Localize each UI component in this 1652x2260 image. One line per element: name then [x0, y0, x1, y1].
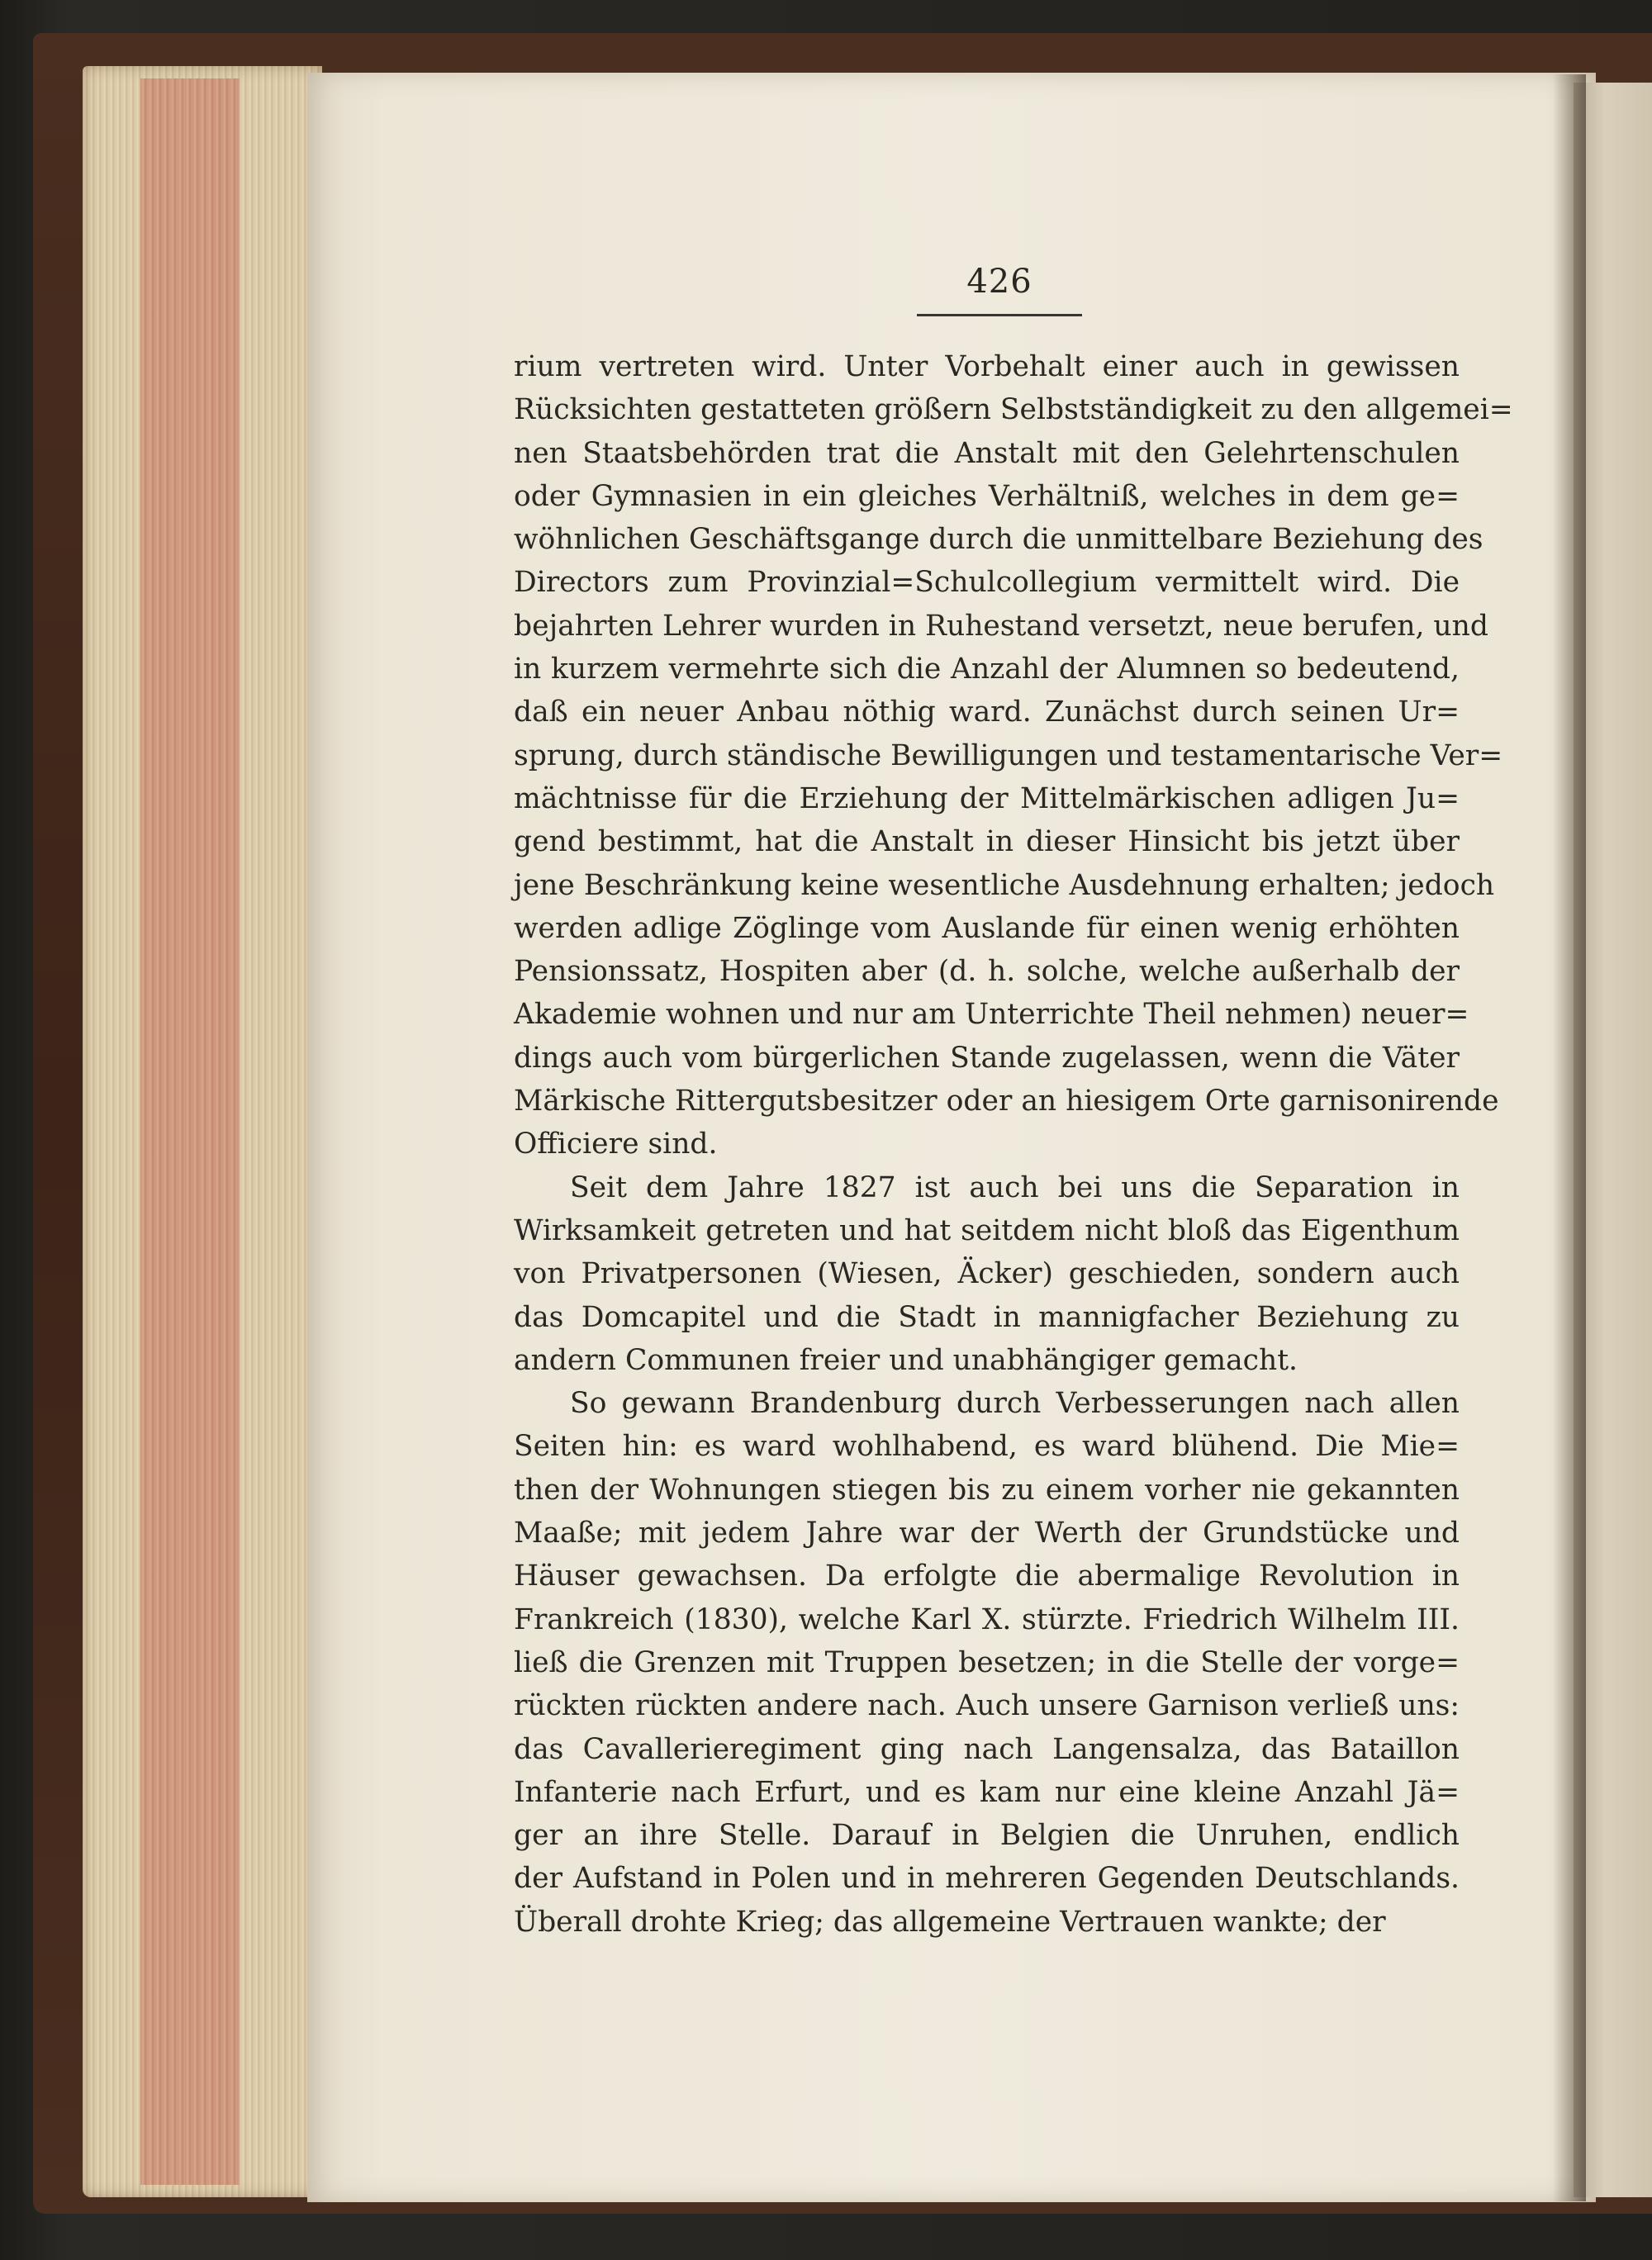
text-line: nen Staatsbehörden trat die Anstalt mit den Gelehrtenschulen [514, 436, 1460, 470]
text-line: So gewann Brandenburg durch Verbesserungen nach allen [570, 1387, 1460, 1421]
text-line: Frankreich (1830), welche Karl X. stürzte. Friedrich Wilhelm III. [514, 1602, 1460, 1636]
text-line: werden adlige Zöglinge vom Auslande für einen wenig erhöhten [514, 911, 1460, 945]
text-line: Pensionssatz, Hospiten aber (d. h. solche, welche außerhalb der [514, 955, 1460, 989]
body-text [514, 345, 1513, 1944]
text-line: wöhnlichen Geschäftsgange durch die unmittelbare Beziehung des [514, 523, 1483, 557]
text-line: daß ein neuer Anbau nöthig ward. Zunächst durch seinen Ur= [514, 696, 1460, 729]
red-page-edges [140, 78, 240, 2185]
text-line: mächtnisse für die Erziehung der Mittelmärkischen adligen Ju= [514, 781, 1460, 815]
text-line: Seit dem Jahre 1827 ist auch bei uns die Separation in [570, 1170, 1460, 1204]
text-line: dings auch vom bürgerlichen Stande zugelassen, wenn die Väter [514, 1041, 1460, 1075]
text-line: Wirksamkeit getreten und hat seitdem nicht bloß das Eigenthum [514, 1213, 1460, 1247]
header-rule [917, 314, 1082, 316]
text-line: Directors zum Provinzial=Schulcollegium vermittelt wird. Die [514, 566, 1460, 600]
book-gutter [1553, 74, 1586, 2201]
text-line: ließ die Grenzen mit Truppen besetzen; in die Stelle der vorge= [514, 1645, 1460, 1679]
text-line: von Privatpersonen (Wiesen, Äcker) geschieden, sondern auch [514, 1257, 1460, 1291]
text-line: Seiten hin: es ward wohlhabend, es ward blühend. Die Mie= [514, 1430, 1460, 1464]
text-line: then der Wohnungen stiegen bis zu einem vorher nie gekannten [514, 1473, 1460, 1507]
text-line: gend bestimmt, hat die Anstalt in dieser Hinsicht bis jetzt über [514, 825, 1460, 859]
text-line: Märkische Rittergutsbesitzer oder an hiesigem Orte garnisonirende [514, 1085, 1499, 1118]
text-line: Maaße; mit jedem Jahre war der Werth der Grundstücke und [514, 1517, 1460, 1550]
text-line: Akademie wohnen und nur am Unterrichte Theil nehmen) neuer= [514, 998, 1469, 1032]
text-line: jene Beschränkung keine wesentliche Ausdehnung erhalten; jedoch [514, 868, 1495, 902]
text-line: Rücksichten gestatteten größern Selbstständigkeit zu den allgemei= [514, 393, 1513, 427]
text-line: der Aufstand in Polen und in mehreren Gegenden Deutschlands. [514, 1862, 1460, 1896]
text-line: ger an ihre Stelle. Darauf in Belgien die Unruhen, endlich [514, 1819, 1460, 1853]
text-line: das Cavallerieregiment ging nach Langensalza, das Bataillon [514, 1732, 1460, 1766]
text-line: in kurzem vermehrte sich die Anzahl der Alumnen so bedeutend, [514, 653, 1460, 686]
text-line: Überall drohte Krieg; das allgemeine Vertrauen wankte; der [514, 1905, 1386, 1939]
text-line: rium vertreten wird. Unter Vorbehalt einer auch in gewissen [514, 350, 1460, 383]
text-line: Infanterie nach Erfurt, und es kam nur eine kleine Anzahl Jä= [514, 1775, 1460, 1809]
text-line: das Domcapitel und die Stadt in mannigfacher Beziehung zu [514, 1300, 1460, 1334]
text-line: oder Gymnasien in ein gleiches Verhältniß, welches in dem ge= [514, 479, 1460, 513]
text-line: sprung, durch ständische Bewilligungen und testamentarische Ver= [514, 738, 1503, 772]
page-number: 426 [966, 263, 1032, 301]
text-line: Officiere sind. [514, 1128, 718, 1161]
text-line: bejahrten Lehrer wurden in Ruhestand versetzt, neue berufen, und [514, 609, 1488, 643]
text-line: rückten rückten andere nach. Auch unsere Garnison verließ uns: [514, 1689, 1460, 1723]
text-line: Häuser gewachsen. Da erfolgte die abermalige Revolution in [514, 1560, 1460, 1593]
text-line: andern Communen freier und unabhängiger gemacht. [514, 1343, 1298, 1377]
